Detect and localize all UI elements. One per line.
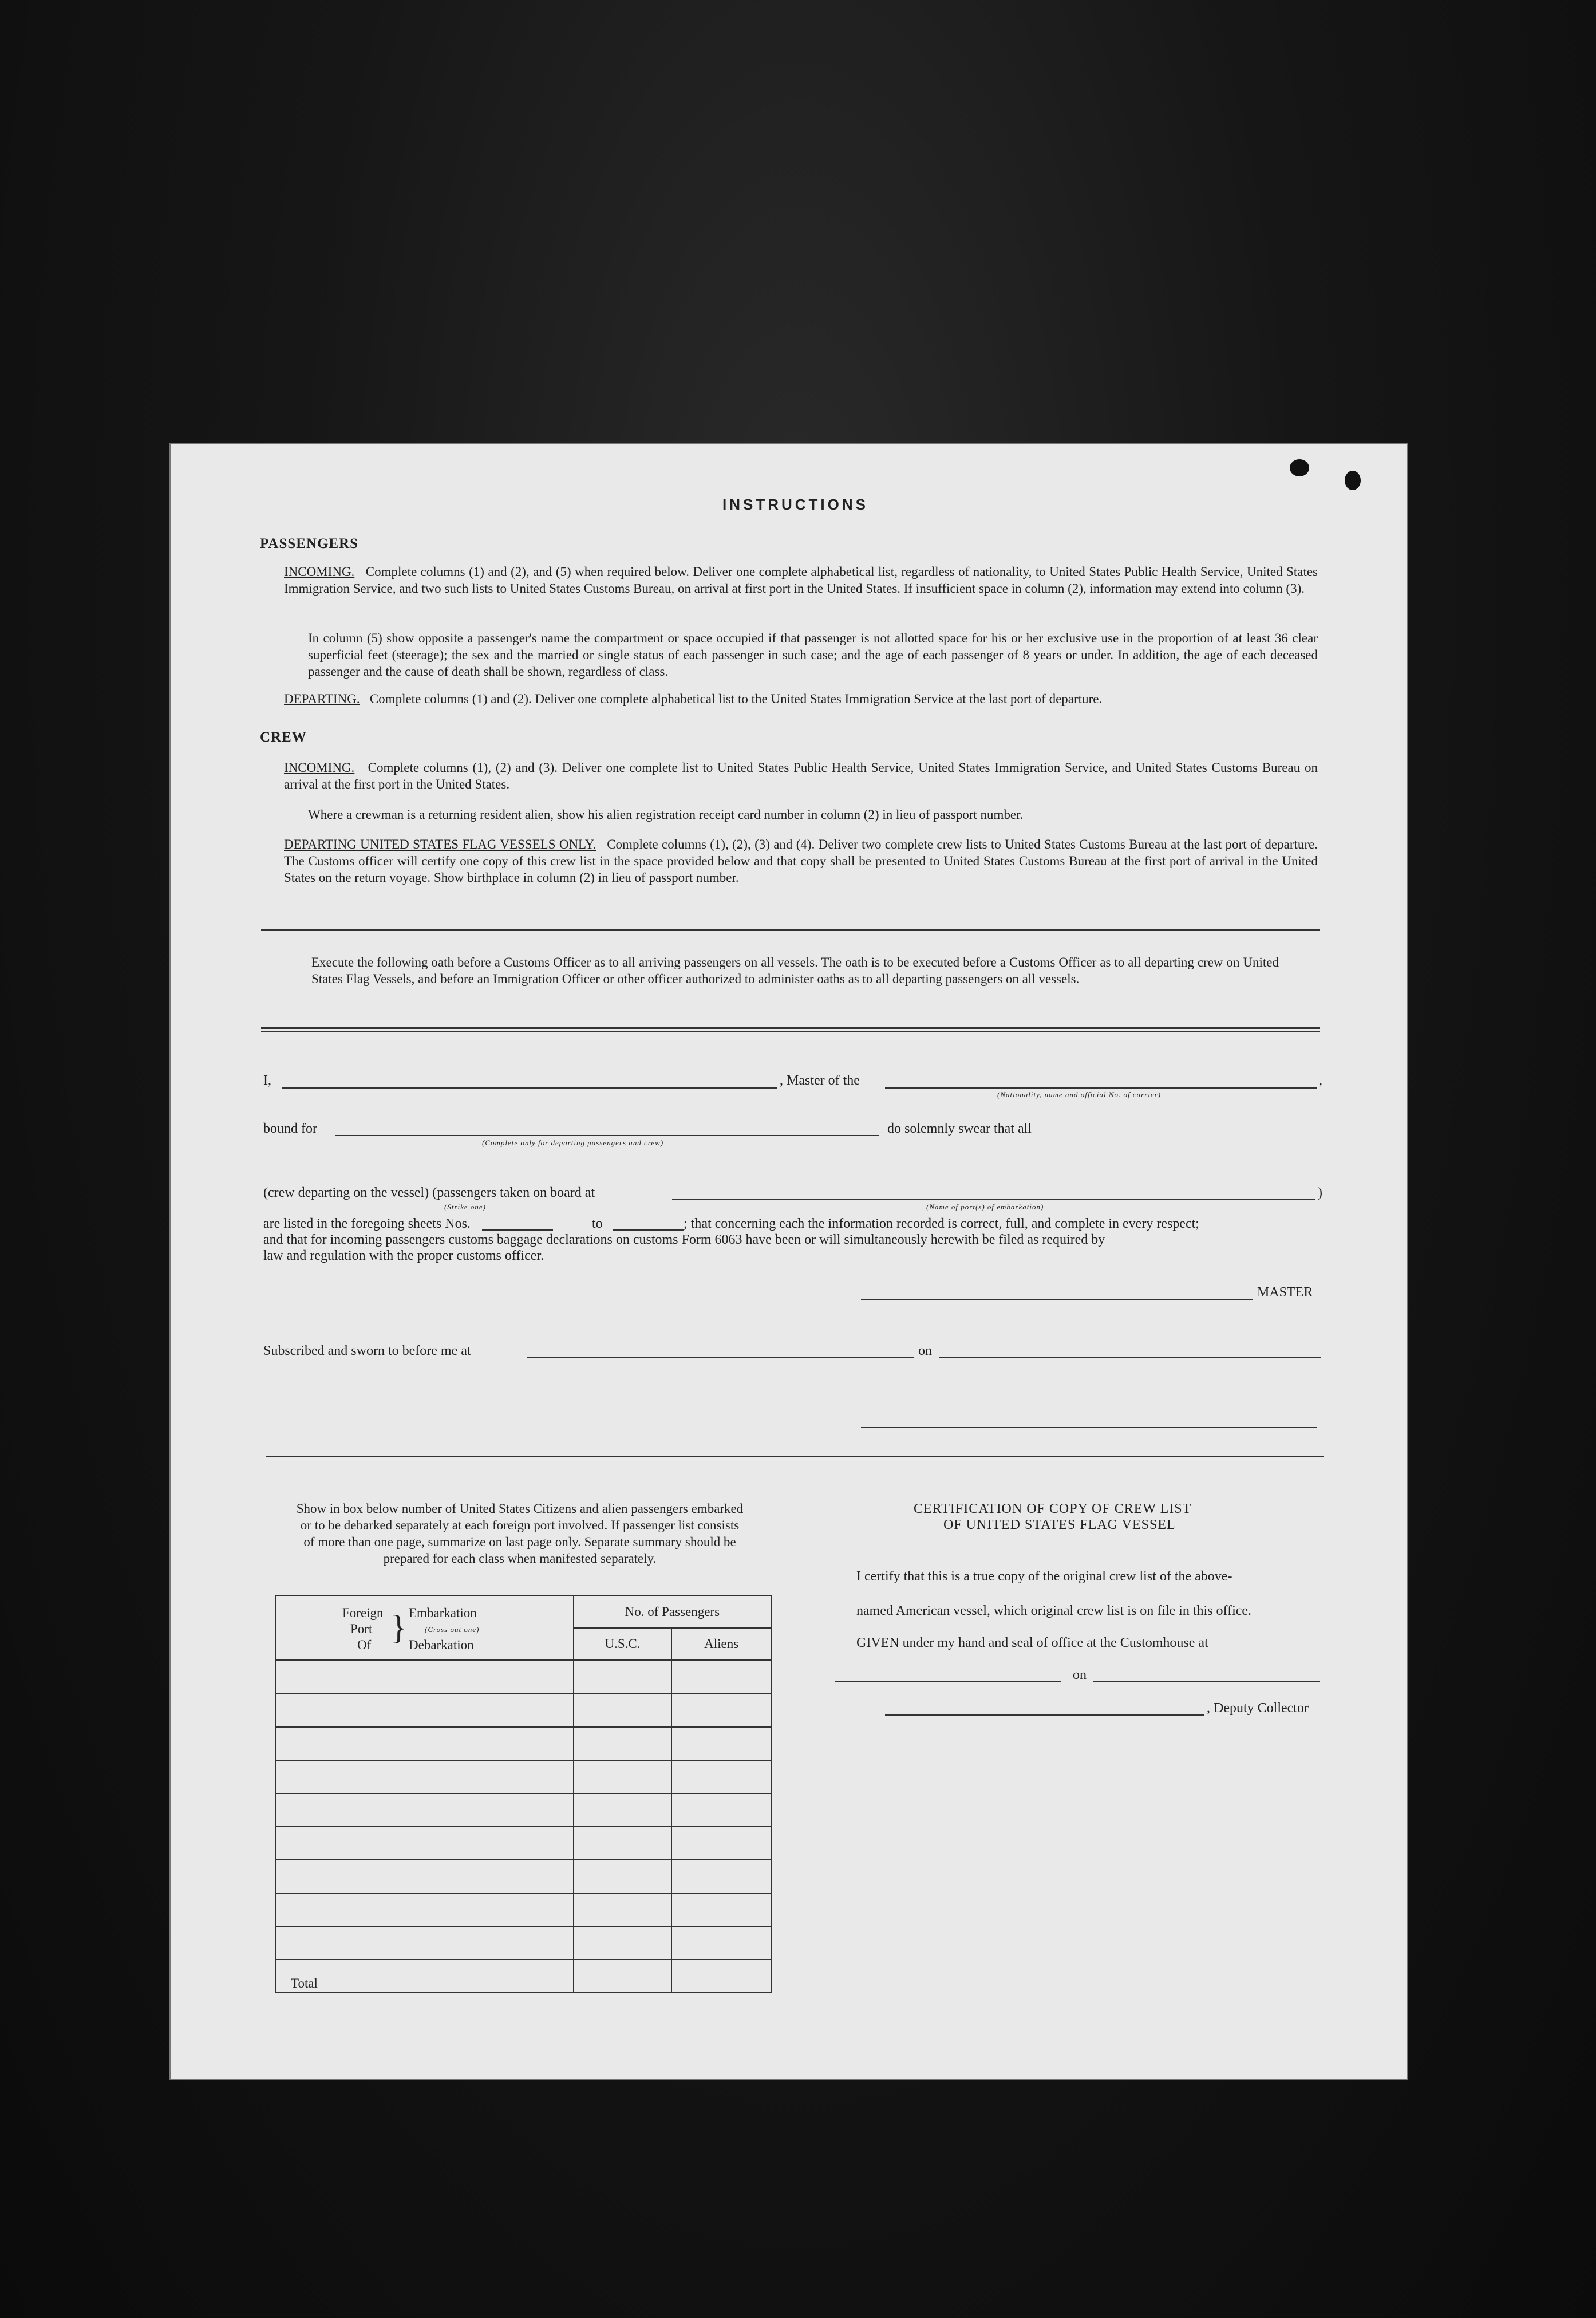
master-of-the-label: , Master of the — [780, 1073, 860, 1088]
table-row — [275, 1893, 771, 1926]
certification-title-2: OF UNITED STATES FLAG VESSEL — [943, 1517, 1176, 1532]
passengers-departing — [284, 691, 1318, 707]
form-page — [169, 443, 1408, 2080]
divider — [266, 1456, 1324, 1460]
table-row — [275, 1793, 771, 1827]
table-row — [275, 1694, 771, 1727]
total-label: Total — [275, 1960, 574, 1993]
oath-instructions: Execute the following oath before a Customs Officer as to all arriving passengers on all vessels. The oath is to be executed before a Customs Officer as to all departing crew on United States Flag Vessels, and before an Immigration Officer or other officer authorized to administer oaths as to all departing passengers on all vessels. — [311, 955, 1279, 986]
strike-one-hint: (Strike one) — [444, 1203, 487, 1211]
passengers-departing-label: DEPARTING. — [284, 692, 360, 706]
deputy-collector-label: , Deputy Collector — [1207, 1701, 1309, 1716]
table-row — [275, 1727, 771, 1760]
officer-signature-field[interactable] — [861, 1427, 1317, 1428]
no-passengers-header: No. of Passengers — [574, 1596, 771, 1628]
embarkation-port-field[interactable] — [672, 1199, 1315, 1200]
passengers-incoming-label: INCOMING. — [284, 565, 355, 579]
table-row — [275, 1760, 771, 1793]
oath-i-label: I, — [263, 1073, 271, 1088]
sworn-on-label: on — [918, 1343, 932, 1358]
passengers-incoming — [284, 563, 1318, 597]
certification-line-1: I certify that this is a true copy of the original crew list of the above- — [856, 1569, 1232, 1584]
passengers-heading: PASSENGERS — [260, 536, 359, 551]
port-label: Port — [350, 1622, 373, 1636]
listed-text-d: law and regulation with the proper customs officer. — [263, 1248, 544, 1263]
crew-incoming-text: Complete columns (1), (2) and (3). Deliver one complete list to United States Public Health Service, United States Immigration Service, and United States Customs Bureau on arrival at the first port in the United States. — [284, 760, 1318, 791]
deputy-signature-field[interactable] — [885, 1714, 1204, 1716]
certification-title-1: CERTIFICATION OF COPY OF CREW LIST — [914, 1501, 1192, 1516]
ports-table — [275, 1595, 772, 1993]
ink-blot — [1290, 459, 1309, 476]
comma: , — [1319, 1073, 1322, 1088]
divider — [261, 1027, 1320, 1032]
crew-resident: Where a crewman is a returning resident alien, show his alien registration receipt card number in column (2) in lieu of passport number. — [308, 807, 1024, 822]
certification-date-field[interactable] — [1093, 1681, 1320, 1682]
bound-for-field[interactable] — [335, 1135, 879, 1136]
listed-text-c: and that for incoming passengers customs baggage declarations on customs Form 6063 have been or will simultaneously herewith be filed as required by — [263, 1232, 1105, 1247]
crew-departing-text: (crew departing on the vessel) (passengers taken on board at — [263, 1185, 595, 1200]
crew-incoming — [284, 759, 1318, 793]
bound-for-hint: (Complete only for departing passengers and crew) — [482, 1138, 664, 1147]
table-row — [275, 1661, 771, 1694]
sworn-date-field[interactable] — [939, 1357, 1321, 1358]
subscribed-label: Subscribed and sworn to before me at — [263, 1343, 471, 1358]
bound-for-label: bound for — [263, 1121, 317, 1136]
passengers-column5: In column (5) show opposite a passenger's name the compartment or space occupied if that passenger is not allotted space for his or her exclusive use in the proportion of at least 36 clear superficial feet (steerage); the sex and the married or single status of each passenger in such case; and the age of each passenger of 8 years or under. In addition, the age of each deceased passenger and the cause of death shall be shown, regardless of class. — [308, 631, 1318, 679]
total-row — [275, 1960, 771, 1993]
certification-line-3: GIVEN under my hand and seal of office at the Customhouse at — [856, 1635, 1208, 1650]
of-label: Of — [357, 1638, 372, 1652]
table-row — [275, 1926, 771, 1960]
sworn-place-field[interactable] — [527, 1357, 914, 1358]
close-paren: ) — [1318, 1185, 1322, 1200]
master-label: MASTER — [1257, 1285, 1313, 1300]
carrier-hint: (Nationality, name and official No. of carrier) — [997, 1090, 1162, 1099]
usc-header: U.S.C. — [574, 1628, 672, 1660]
listed-text-b: ; that concerning each the information recorded is correct, full, and complete in every respect; — [684, 1216, 1199, 1231]
master-name-field[interactable] — [282, 1087, 777, 1089]
passengers-departing-text: Complete columns (1) and (2). Deliver one complete alphabetical list to the United States Immigration Service at the last port of departure. — [369, 692, 1103, 706]
crew-departing-text: Complete columns (1), (2), (3) and (4). Deliver two complete crew lists to United States Customs Bureau at the last port of departure. The Customs officer will certify one copy of this crew list in the space provided below and that copy shall be presented to United States Customs Bureau at the first port of arrival in the United States on the return voyage. Show birthplace in column (2) in lieu of passport number. — [284, 837, 1318, 885]
customhouse-field[interactable] — [835, 1681, 1061, 1682]
brace-icon: } — [390, 1609, 407, 1646]
table-row — [275, 1827, 771, 1860]
ports-hint: (Name of port(s) of embarkation) — [926, 1203, 1044, 1211]
sheet-to-field[interactable] — [613, 1229, 684, 1231]
carrier-field[interactable] — [885, 1087, 1317, 1089]
page-title: INSTRUCTIONS — [722, 496, 868, 513]
swear-text: do solemnly swear that all — [887, 1121, 1032, 1136]
master-signature-field[interactable] — [861, 1299, 1253, 1300]
ink-blot — [1345, 471, 1361, 490]
divider — [261, 929, 1320, 933]
table-row — [275, 1860, 771, 1893]
passengers-incoming-text: Complete columns (1) and (2), and (5) when required below. Deliver one complete alphabetical list, regardless of nationality, to United States Public Health Service, United States Immigration Service, and two such lists to United States Customs Bureau, on arrival at first port in the United States. If insufficient space in column (2), information may extend into column (3). — [284, 565, 1318, 596]
sheet-from-field[interactable] — [482, 1229, 553, 1231]
cross-out-hint: (Cross out one) — [425, 1625, 480, 1634]
embarkation-label: Embarkation — [409, 1606, 477, 1620]
aliens-header: Aliens — [671, 1628, 771, 1660]
foreign-label: Foreign — [342, 1606, 384, 1620]
crew-departing-label: DEPARTING UNITED STATES FLAG VESSELS ONLY. — [284, 837, 596, 851]
certification-line-2: named American vessel, which original crew list is on file in this office. — [856, 1603, 1252, 1618]
listed-to: to — [592, 1216, 603, 1231]
crew-departing — [284, 836, 1318, 886]
listed-text-a: are listed in the foregoing sheets Nos. — [263, 1216, 471, 1231]
certification-on: on — [1073, 1667, 1087, 1682]
summary-instructions: Show in box below number of United States Citizens and alien passengers embarked or to be debarked separately at each foreign port involved. If passenger list consists of more than one page, summarize on last page only. Separate summary should be prepared for each class when manifested separately. — [296, 1501, 744, 1566]
crew-incoming-label: INCOMING. — [284, 760, 355, 775]
debarkation-label: Debarkation — [409, 1638, 474, 1652]
crew-heading: CREW — [260, 730, 307, 745]
